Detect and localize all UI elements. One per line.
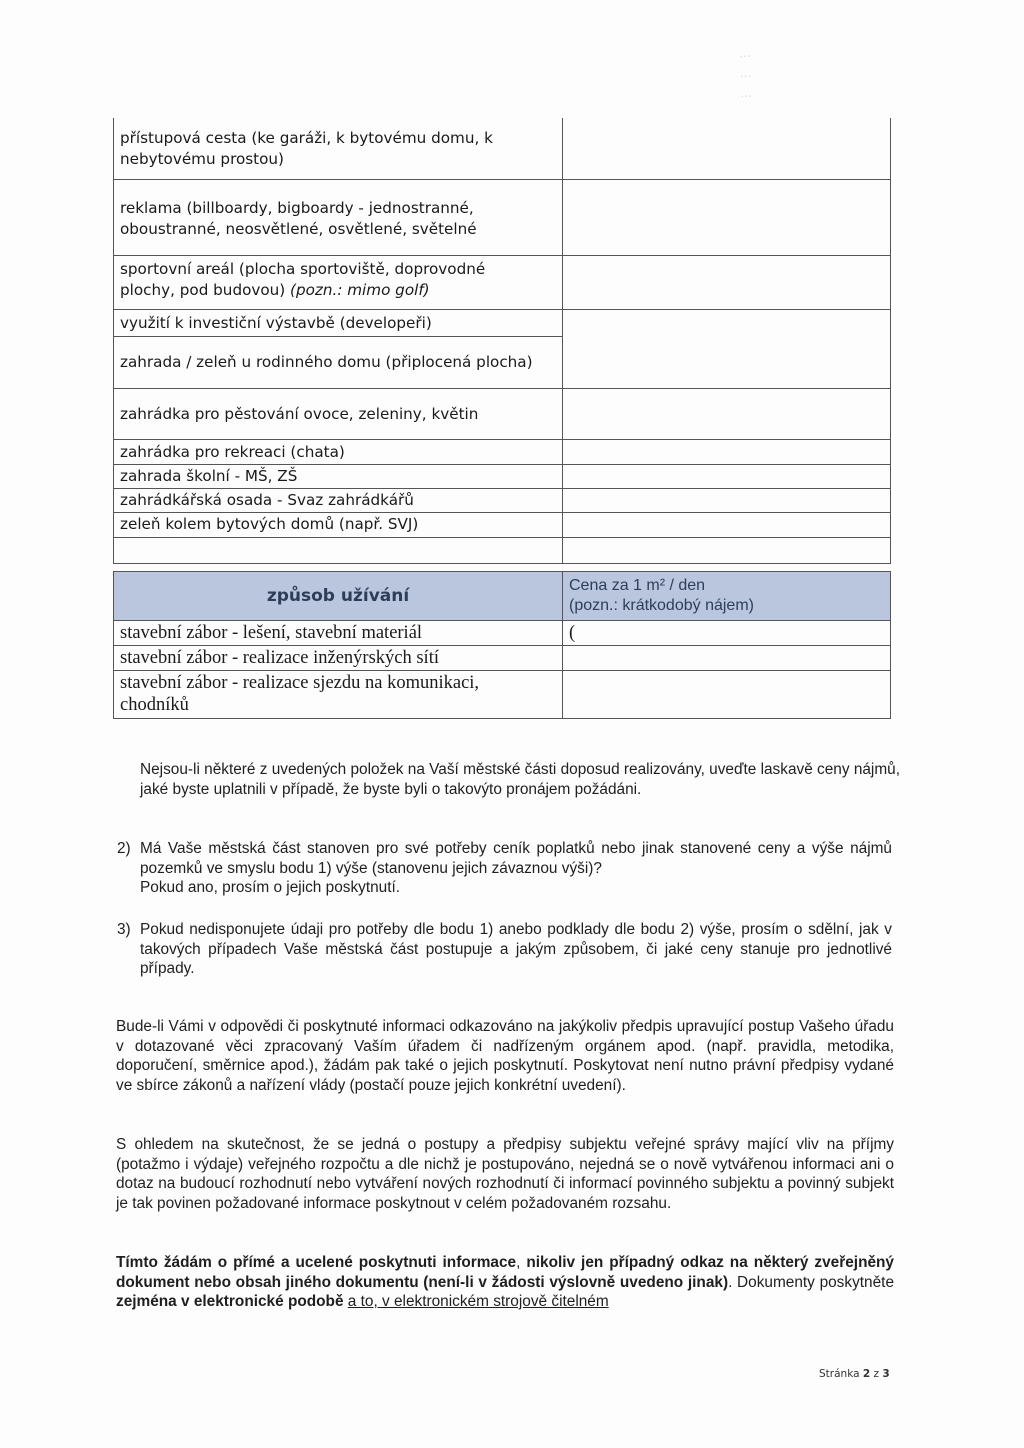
page-number: 2 <box>862 1368 871 1380</box>
price-cell <box>563 336 891 388</box>
price-cell <box>563 439 891 464</box>
header-price-line: (pozn.: krátkodobý nájem) <box>569 597 754 614</box>
paragraph-public-administration: S ohledem na skutečnost, že se jedná o postupy a předpisy subjektu veřejné správy mající vliv na příjmy (potažmo i výdaje) veřejného rozpočtu a dle nichž je postupováno, nejedná se o nově vytvářenou informaci ani o dotaz na budoucí rozhodnutí nebo vytváření nových rozhodnutí či informací povinného subjektu a povinný subjekt je tak povinen požadované informace poskytnout v celém požadovaném rozsahu. <box>116 1136 894 1212</box>
list-text: Pokud ano, prosím o jejich poskytnutí. <box>140 879 401 896</box>
table-row <box>114 646 891 671</box>
row-label: chodníků <box>120 695 189 715</box>
page-footer <box>819 1368 890 1380</box>
page-total: 3 <box>882 1368 890 1380</box>
table-row <box>114 537 891 563</box>
bold-text: nikoliv jen případný odkaz na některý zveřejněný dokument nebo obsah jiného dokumentu (není-li v žádosti výslovně uvedeno jinak) <box>116 1254 894 1291</box>
list-text: Má Vaše městská část stanoven pro své potřeby ceník poplatků nebo jinak stanovené ceny a výše nájmů pozemků ve smyslu bodu 1) výše (stanovenu jejich závaznou výši)? <box>140 840 892 877</box>
table-row <box>114 488 891 512</box>
empty-cell <box>114 537 563 563</box>
row-label: nebytovému prostou) <box>120 150 284 168</box>
list-number: 3) <box>117 921 131 938</box>
paragraph-regulations: Bude-li Vámi v odpovědi či poskytnuté informaci odkazováno na jakýkoliv předpis upravující postup Vašeho úřadu v dotazované věci zpracovaný Vaším úřadem či nadřízeným orgánem apod. (např. pravidla, metodika, doporučení, směrnice apod.), žádám pak také o jejich poskytnutí. Poskytovat není nutno právní předpisy vydané ve sbírce zákonů a nařízení vlády (postačí pouze jejich konkrétní uvedení). <box>116 1018 894 1094</box>
price-cell <box>563 512 891 537</box>
table-row <box>114 179 891 255</box>
row-label: stavební zábor - lešení, stavební materiál <box>120 623 423 643</box>
underlined-text: a to, v elektronickém strojově čitelném <box>347 1293 609 1310</box>
price-cell <box>563 671 890 673</box>
row-label: zahrádkářská osada - Svaz zahrádkářů <box>120 490 414 509</box>
price-cell: ( <box>569 623 576 643</box>
table-row <box>114 336 891 388</box>
price-cell <box>563 388 891 439</box>
text-span: . <box>728 1273 733 1291</box>
table-row <box>114 512 891 537</box>
table-row <box>114 118 891 179</box>
price-cell <box>563 255 891 309</box>
price-cell <box>563 464 891 488</box>
row-label: zahrada / zeleň u rodinného domu (připlocená plocha) <box>120 352 533 371</box>
row-label: stavební zábor - realizace inženýrských sítí <box>120 648 439 668</box>
faint-stamp-line: ... <box>738 43 751 61</box>
table-header-row <box>114 572 891 621</box>
price-cell <box>563 309 891 336</box>
paragraph-request <box>116 1253 894 1312</box>
row-label: reklama (billboardy, bigboardy - jednostranné, <box>120 198 474 217</box>
header-price-line: Cena za 1 m² / den <box>569 577 706 594</box>
footer-label: Stránka <box>819 1368 860 1380</box>
table-row <box>114 309 891 336</box>
text-span: Dokumenty poskytněte <box>732 1273 894 1291</box>
table-row <box>114 671 891 719</box>
row-label: přístupová cesta (ke garáži, k bytovému domu, k <box>120 129 493 147</box>
row-label: plochy, pod budovou) <box>120 280 286 299</box>
faint-stamp-line: ... <box>739 63 752 81</box>
price-cell <box>563 118 891 179</box>
list-number: 2) <box>117 840 131 857</box>
row-label: zahrádka pro rekreaci (chata) <box>120 442 345 461</box>
usage-table-2 <box>113 571 891 719</box>
row-label: využití k investiční výstavbě (developeři) <box>120 313 432 332</box>
row-label: zeleň kolem bytových domů (např. SVJ) <box>120 514 419 533</box>
empty-cell <box>563 537 891 563</box>
note-paragraph: Nejsou-li některé z uvedených položek na Vaší městské části doposud realizovány, uveďte laskavě ceny nájmů, jaké byste uplatnili v případě, že byste byli o takovýto pronájem požádáni. <box>140 761 901 798</box>
table-row <box>114 439 891 464</box>
text-span: , <box>516 1254 527 1271</box>
bold-text: zejména v elektronické podobě <box>116 1293 344 1310</box>
footer-of: z <box>873 1368 880 1380</box>
header-usage: způsob užívání <box>266 586 410 606</box>
price-cell <box>563 179 891 255</box>
usage-table-1 <box>113 118 891 564</box>
price-cell <box>563 488 891 512</box>
table-row <box>114 464 891 488</box>
row-label: oboustranné, neosvětlené, osvětlené, světelné <box>120 219 477 238</box>
row-label: stavební zábor - realizace sjezdu na komunikaci, <box>120 673 480 693</box>
list-text: Pokud nedisponujete údaji pro potřeby dle bodu 1) anebo podklady dle bodu 2) výše, prosím o sdělní, jak v takových případech Vaše městská část postupuje a jakým způsobem, či jaké ceny stanuje pro jednotlivé případy. <box>140 921 892 977</box>
bold-text: Tímto žádám o přímé a ucelené poskytnuti informace <box>116 1254 517 1271</box>
table-row <box>114 621 891 646</box>
header-price <box>563 572 890 616</box>
row-label: sportovní areál (plocha sportoviště, doprovodné <box>120 259 486 278</box>
table-row <box>114 255 891 309</box>
price-cell <box>563 646 890 648</box>
row-label: zahrada školní - MŠ, ZŠ <box>120 466 298 485</box>
row-note: (pozn.: mimo golf) <box>290 280 430 299</box>
table-row <box>114 388 891 439</box>
row-label: zahrádka pro pěstování ovoce, zeleniny, květin <box>120 404 479 423</box>
faint-stamp-line: ... <box>739 83 753 101</box>
